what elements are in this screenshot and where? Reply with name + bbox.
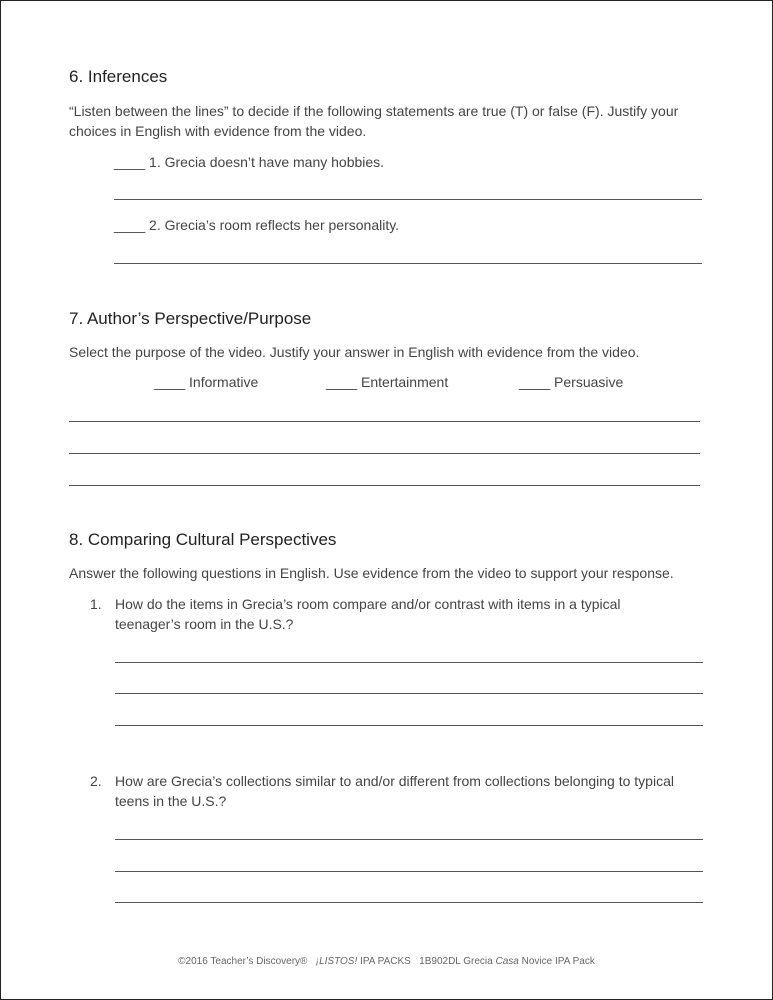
question-1-number: 1. — [90, 596, 102, 612]
section-6-instructions-cont: choices in English with evidence from the video. — [69, 123, 367, 139]
section-8-heading: 8. Comparing Cultural Perspectives — [69, 530, 337, 549]
answer-line[interactable] — [115, 902, 703, 903]
option-label: Persuasive — [554, 374, 624, 390]
answer-line[interactable] — [69, 485, 700, 486]
answer-line[interactable] — [115, 693, 703, 694]
answer-line[interactable] — [115, 871, 703, 872]
footer-title-suffix: Novice IPA Pack — [521, 956, 595, 967]
question-1-text-cont: teenager’s room in the U.S.? — [115, 616, 294, 632]
footer-code: 1B902DL Grecia — [419, 956, 493, 967]
statement-2 — [114, 215, 399, 235]
section-7-heading: 7. Author’s Perspective/Purpose — [69, 309, 312, 328]
statement-text: 2. Grecia’s room reflects her personality. — [149, 217, 400, 233]
option-entertainment — [326, 372, 448, 392]
footer-copyright: ©2016 Teacher’s Discovery® — [178, 956, 308, 967]
section-6-instructions: “Listen between the lines” to decide if the following statements are true (T) or false (F). Justify your — [69, 103, 679, 119]
answer-blank[interactable]: ____ — [114, 217, 146, 233]
question-2-text: How are Grecia’s collections similar to and/or different from collections belonging to typical — [115, 773, 674, 789]
answer-blank[interactable]: ____ — [154, 374, 186, 390]
answer-blank[interactable]: ____ — [519, 374, 551, 390]
question-2-number: 2. — [90, 773, 102, 789]
statement-text: 1. Grecia doesn’t have many hobbies. — [149, 154, 385, 170]
section-8-instructions: Answer the following questions in English. Use evidence from the video to support your response. — [69, 565, 674, 581]
answer-line[interactable] — [69, 421, 700, 422]
option-informative — [154, 372, 258, 392]
answer-line[interactable] — [114, 199, 702, 200]
answer-line[interactable] — [115, 839, 703, 840]
footer-series-suffix: IPA PACKS — [360, 956, 411, 967]
answer-line[interactable] — [115, 725, 703, 726]
statement-1 — [114, 152, 384, 172]
option-label: Entertainment — [361, 374, 449, 390]
footer-series: ¡LISTOS! — [315, 956, 358, 967]
answer-blank[interactable]: ____ — [114, 154, 146, 170]
answer-blank[interactable]: ____ — [326, 374, 358, 390]
option-persuasive — [519, 372, 623, 392]
section-7-instructions: Select the purpose of the video. Justify your answer in English with evidence from the video. — [69, 344, 640, 360]
answer-line[interactable] — [114, 263, 702, 264]
option-label: Informative — [189, 374, 259, 390]
footer-title-italic: Casa — [495, 956, 519, 967]
answer-line[interactable] — [69, 453, 700, 454]
footer — [1, 956, 772, 967]
section-6-heading: 6. Inferences — [69, 67, 168, 86]
question-2-text-cont: teens in the U.S.? — [115, 793, 227, 809]
answer-line[interactable] — [115, 662, 703, 663]
question-1-text: How do the items in Grecia’s room compare and/or contrast with items in a typical — [115, 596, 621, 612]
